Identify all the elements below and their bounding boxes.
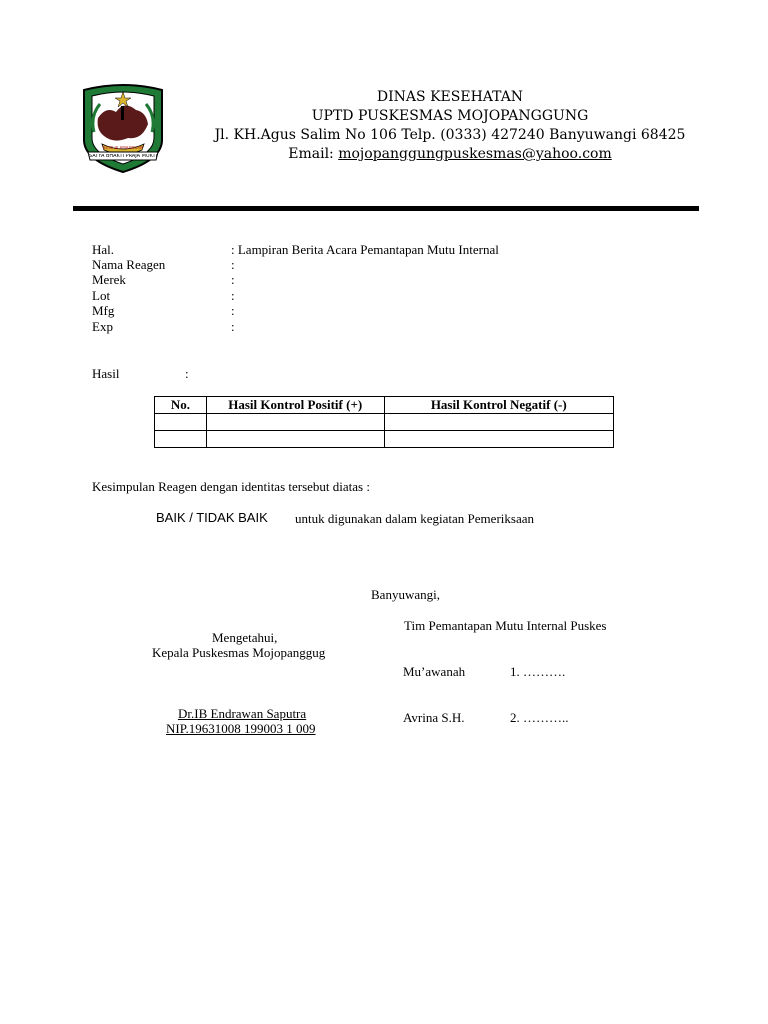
field-label-nama-reagen: Nama Reagen <box>92 257 166 272</box>
logo-ribbon: BUMI BLAMBANGAN <box>102 146 144 150</box>
head-name: Dr.IB Endrawan Saputra <box>178 706 307 721</box>
table-cell[interactable] <box>384 431 613 448</box>
shield-emblem-icon <box>80 82 166 174</box>
field-value-mfg: : <box>231 303 235 318</box>
field-value-exp: : <box>231 319 235 334</box>
signature-place: Banyuwangi, <box>371 587 440 602</box>
table-cell[interactable] <box>384 414 613 431</box>
header-unit: UPTD PUSKESMAS MOJOPANGGUNG <box>311 108 589 124</box>
table-cell[interactable] <box>155 431 207 448</box>
table-cell[interactable] <box>206 431 384 448</box>
header-divider <box>73 206 699 211</box>
head-title: Kepala Puskesmas Mojopanggug <box>152 645 326 660</box>
table-header-row <box>155 397 614 414</box>
hasil-colon: : <box>185 366 189 381</box>
header-no: No. <box>155 397 207 414</box>
team-title: Tim Pemantapan Mutu Internal Puskes <box>404 618 607 633</box>
header-positive: Hasil Kontrol Positif (+) <box>206 397 384 414</box>
field-label-hal: Hal. <box>92 242 115 257</box>
member-name: Mu’awanah <box>403 664 466 679</box>
table-row <box>155 414 614 431</box>
conclusion-text: Kesimpulan Reagen dengan identitas tersebut diatas : <box>92 479 370 494</box>
member-sign-line: 1. ………. <box>510 664 566 679</box>
field-label-mfg: Mfg <box>92 303 115 318</box>
email-label: Email: <box>288 146 339 162</box>
table-cell[interactable] <box>155 414 207 431</box>
header-agency: DINAS KESEHATAN <box>376 89 524 105</box>
member-name: Avrina S.H. <box>403 710 465 725</box>
field-label-merek: Merek <box>92 272 126 287</box>
results-table <box>154 396 614 448</box>
field-value-lot: : <box>231 288 235 303</box>
field-label-exp: Exp <box>92 319 113 334</box>
kabupaten-logo <box>80 82 166 174</box>
table-row <box>155 431 614 448</box>
member-sign-line: 2. ……….. <box>510 710 569 725</box>
hasil-label: Hasil <box>92 366 120 381</box>
field-value-merek: : <box>231 272 235 287</box>
field-label-lot: Lot <box>92 288 111 303</box>
header-email-line <box>200 145 700 164</box>
header-negative: Hasil Kontrol Negatif (-) <box>384 397 613 414</box>
conclusion-options: BAIK / TIDAK BAIK <box>156 510 268 525</box>
email-link[interactable]: mojopanggungpuskesmas@yahoo.com <box>338 146 612 162</box>
acknowledged-label: Mengetahui, <box>212 630 278 645</box>
head-nip: NIP.19631008 199003 1 009 <box>166 721 316 736</box>
conclusion-purpose: untuk digunakan dalam kegiatan Pemeriksaan <box>295 511 534 526</box>
header-address: Jl. KH.Agus Salim No 106 Telp. (0333) 427240 Banyuwangi 68425 <box>214 127 686 143</box>
field-value-nama-reagen: : <box>231 257 235 272</box>
logo-motto: SATYA BHAKTI PRAJA MUKTI <box>88 154 158 159</box>
table-cell[interactable] <box>206 414 384 431</box>
field-value-hal: : Lampiran Berita Acara Pemantapan Mutu Internal <box>231 242 499 257</box>
